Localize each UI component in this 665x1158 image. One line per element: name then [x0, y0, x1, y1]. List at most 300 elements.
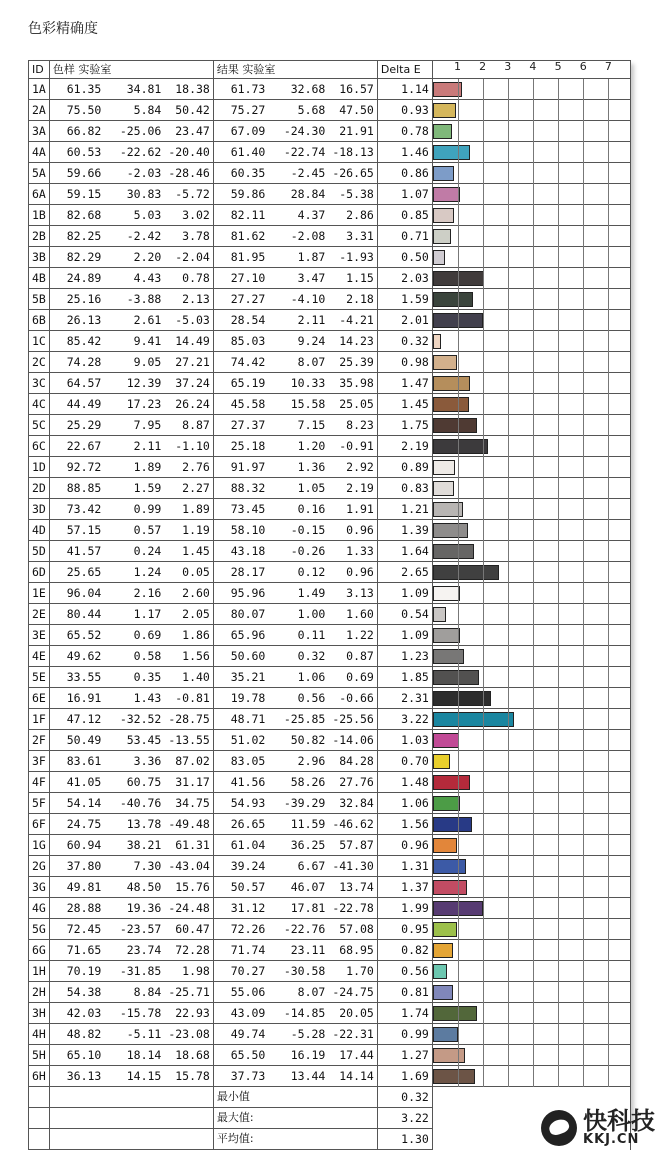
delta-e-value: 0.89 — [377, 457, 432, 478]
axis-tick-label: 4 — [529, 60, 537, 73]
gridline — [508, 79, 509, 1087]
result-b: 25.39 — [328, 352, 377, 373]
target-a: 1.24 — [104, 562, 164, 583]
header-result: 结果 实验室 — [213, 61, 377, 79]
result-a: 23.11 — [268, 940, 328, 961]
delta-e-value: 1.69 — [377, 1066, 432, 1087]
target-l: 25.29 — [49, 415, 104, 436]
target-a: 48.50 — [104, 877, 164, 898]
target-l: 54.38 — [49, 982, 104, 1003]
target-b: -0.81 — [164, 688, 213, 709]
table-row — [29, 478, 631, 499]
delta-e-value: 1.75 — [377, 415, 432, 436]
target-b: 0.05 — [164, 562, 213, 583]
result-a: 50.82 — [268, 730, 328, 751]
result-l: 82.11 — [213, 205, 268, 226]
target-b: -49.48 — [164, 814, 213, 835]
result-l: 65.50 — [213, 1045, 268, 1066]
target-a: 34.81 — [104, 79, 164, 100]
delta-e-value: 1.03 — [377, 730, 432, 751]
row-id: 3B — [29, 247, 50, 268]
bar-cell — [432, 184, 630, 205]
table-row — [29, 562, 631, 583]
delta-e-bar — [433, 1027, 458, 1042]
delta-e-bar — [433, 418, 477, 433]
bar-cell — [432, 373, 630, 394]
result-a: -39.29 — [268, 793, 328, 814]
result-b: 14.14 — [328, 1066, 377, 1087]
delta-e-bar — [433, 376, 470, 391]
bar-cell — [432, 730, 630, 751]
result-a: 36.25 — [268, 835, 328, 856]
delta-e-value: 0.98 — [377, 352, 432, 373]
target-l: 25.65 — [49, 562, 104, 583]
target-a: -5.11 — [104, 1024, 164, 1045]
result-b: 2.18 — [328, 289, 377, 310]
table-row — [29, 79, 631, 100]
target-a: 1.43 — [104, 688, 164, 709]
row-id: 5E — [29, 667, 50, 688]
row-id: 3H — [29, 1003, 50, 1024]
delta-e-bar — [433, 439, 488, 454]
result-l: 61.04 — [213, 835, 268, 856]
row-id: 4B — [29, 268, 50, 289]
target-a: -31.85 — [104, 961, 164, 982]
delta-e-value: 0.95 — [377, 919, 432, 940]
target-l: 61.35 — [49, 79, 104, 100]
bar-cell — [432, 1024, 630, 1045]
table-row — [29, 1024, 631, 1045]
delta-e-value: 0.81 — [377, 982, 432, 1003]
row-id: 6G — [29, 940, 50, 961]
target-l: 57.15 — [49, 520, 104, 541]
target-b: -5.03 — [164, 310, 213, 331]
target-a: 13.78 — [104, 814, 164, 835]
row-id: 2E — [29, 604, 50, 625]
target-a: 9.41 — [104, 331, 164, 352]
row-id: 4A — [29, 142, 50, 163]
target-b: -13.55 — [164, 730, 213, 751]
delta-e-bar — [433, 817, 472, 832]
delta-e-bar — [433, 565, 500, 580]
target-a: 1.17 — [104, 604, 164, 625]
row-id: 2C — [29, 352, 50, 373]
result-l: 61.73 — [213, 79, 268, 100]
target-b: -5.72 — [164, 184, 213, 205]
target-l: 41.05 — [49, 772, 104, 793]
target-l: 47.12 — [49, 709, 104, 730]
row-id: 6A — [29, 184, 50, 205]
row-id: 6B — [29, 310, 50, 331]
target-a: 0.24 — [104, 541, 164, 562]
result-a: -0.15 — [268, 520, 328, 541]
delta-e-bar — [433, 649, 464, 664]
row-id: 6E — [29, 688, 50, 709]
table-row — [29, 352, 631, 373]
result-b: -18.13 — [328, 142, 377, 163]
axis-tick-label: 6 — [579, 60, 587, 73]
target-b: 34.75 — [164, 793, 213, 814]
target-a: 5.84 — [104, 100, 164, 121]
delta-e-bar — [433, 481, 454, 496]
target-a: 60.75 — [104, 772, 164, 793]
target-l: 59.15 — [49, 184, 104, 205]
delta-e-value: 2.65 — [377, 562, 432, 583]
result-a: 7.15 — [268, 415, 328, 436]
delta-e-bar — [433, 670, 480, 685]
target-l: 33.55 — [49, 667, 104, 688]
result-b: -24.75 — [328, 982, 377, 1003]
row-id: 1D — [29, 457, 50, 478]
result-l: 43.18 — [213, 541, 268, 562]
result-b: -41.30 — [328, 856, 377, 877]
result-l: 27.10 — [213, 268, 268, 289]
result-b: -22.78 — [328, 898, 377, 919]
table-row — [29, 688, 631, 709]
result-b: 2.92 — [328, 457, 377, 478]
result-l: 27.37 — [213, 415, 268, 436]
result-l: 65.96 — [213, 625, 268, 646]
result-l: 73.45 — [213, 499, 268, 520]
target-a: 14.15 — [104, 1066, 164, 1087]
header-target: 色样 实验室 — [49, 61, 213, 79]
gridline — [533, 79, 534, 1087]
delta-e-value: 1.09 — [377, 625, 432, 646]
row-id: 3G — [29, 877, 50, 898]
target-b: 3.02 — [164, 205, 213, 226]
target-l: 82.29 — [49, 247, 104, 268]
result-a: 5.68 — [268, 100, 328, 121]
bar-cell — [432, 688, 630, 709]
bar-cell — [432, 247, 630, 268]
target-a: 1.89 — [104, 457, 164, 478]
result-b: -0.66 — [328, 688, 377, 709]
summary-value: 0.32 — [377, 1087, 432, 1108]
result-b: 13.74 — [328, 877, 377, 898]
target-b: -25.71 — [164, 982, 213, 1003]
watermark — [541, 1109, 655, 1146]
target-l: 60.53 — [49, 142, 104, 163]
header-id: ID — [29, 61, 50, 79]
row-id: 2B — [29, 226, 50, 247]
result-b: -5.38 — [328, 184, 377, 205]
summary-blank — [49, 1087, 213, 1108]
row-id: 4H — [29, 1024, 50, 1045]
result-b: -26.65 — [328, 163, 377, 184]
delta-e-value: 0.71 — [377, 226, 432, 247]
result-b: 35.98 — [328, 373, 377, 394]
target-l: 85.42 — [49, 331, 104, 352]
result-b: 27.76 — [328, 772, 377, 793]
table-row — [29, 961, 631, 982]
delta-e-value: 1.21 — [377, 499, 432, 520]
delta-e-value: 0.96 — [377, 835, 432, 856]
delta-e-value: 0.99 — [377, 1024, 432, 1045]
delta-e-bar — [433, 838, 457, 853]
result-a: -30.58 — [268, 961, 328, 982]
target-b: 1.19 — [164, 520, 213, 541]
result-l: 65.19 — [213, 373, 268, 394]
row-id: 5G — [29, 919, 50, 940]
target-a: 23.74 — [104, 940, 164, 961]
result-b: -0.91 — [328, 436, 377, 457]
delta-e-value: 3.22 — [377, 709, 432, 730]
result-a: 2.11 — [268, 310, 328, 331]
target-b: -28.46 — [164, 163, 213, 184]
row-id: 2F — [29, 730, 50, 751]
result-l: 80.07 — [213, 604, 268, 625]
delta-e-bar — [433, 607, 447, 622]
watermark-en: KKJ.CN — [583, 1132, 640, 1147]
target-l: 44.49 — [49, 394, 104, 415]
target-a: -3.88 — [104, 289, 164, 310]
row-id: 5F — [29, 793, 50, 814]
bar-cell — [432, 1003, 630, 1024]
result-l: 50.57 — [213, 877, 268, 898]
result-l: 50.60 — [213, 646, 268, 667]
delta-e-value: 1.23 — [377, 646, 432, 667]
delta-e-value: 1.09 — [377, 583, 432, 604]
table-row — [29, 268, 631, 289]
bar-cell — [432, 814, 630, 835]
delta-e-bar — [433, 292, 473, 307]
result-a: 1.36 — [268, 457, 328, 478]
result-a: -5.28 — [268, 1024, 328, 1045]
target-b: 1.98 — [164, 961, 213, 982]
result-l: 54.93 — [213, 793, 268, 814]
bar-cell — [432, 562, 630, 583]
bar-cell — [432, 268, 630, 289]
bar-cell — [432, 709, 630, 730]
table-row — [29, 499, 631, 520]
watermark-cn: 快科技 — [583, 1107, 655, 1135]
target-a: 2.20 — [104, 247, 164, 268]
result-b: 3.13 — [328, 583, 377, 604]
result-a: 13.44 — [268, 1066, 328, 1087]
bird-logo-icon — [541, 1110, 577, 1146]
target-l: 70.19 — [49, 961, 104, 982]
result-b: 0.96 — [328, 520, 377, 541]
target-a: 18.14 — [104, 1045, 164, 1066]
row-id: 2D — [29, 478, 50, 499]
bar-cell — [432, 499, 630, 520]
table-row — [29, 583, 631, 604]
delta-e-value: 1.45 — [377, 394, 432, 415]
target-l: 65.10 — [49, 1045, 104, 1066]
delta-e-bar — [433, 229, 451, 244]
target-l: 50.49 — [49, 730, 104, 751]
delta-e-bar — [433, 712, 514, 727]
bar-cell — [432, 982, 630, 1003]
bar-cell — [432, 667, 630, 688]
result-a: -2.08 — [268, 226, 328, 247]
table-row — [29, 877, 631, 898]
table-row — [29, 898, 631, 919]
row-id: 5D — [29, 541, 50, 562]
delta-e-bar — [433, 733, 459, 748]
result-a: 17.81 — [268, 898, 328, 919]
target-b: 23.47 — [164, 121, 213, 142]
target-a: 12.39 — [104, 373, 164, 394]
summary-label: 最大值: — [213, 1108, 377, 1129]
row-id: 1E — [29, 583, 50, 604]
result-b: -22.31 — [328, 1024, 377, 1045]
target-b: 8.87 — [164, 415, 213, 436]
delta-e-bar — [433, 628, 460, 643]
bar-cell — [432, 646, 630, 667]
bar-cell — [432, 142, 630, 163]
target-a: 0.58 — [104, 646, 164, 667]
target-a: 4.43 — [104, 268, 164, 289]
row-id: 5C — [29, 415, 50, 436]
target-l: 26.13 — [49, 310, 104, 331]
table-row — [29, 772, 631, 793]
target-a: -15.78 — [104, 1003, 164, 1024]
target-a: 7.30 — [104, 856, 164, 877]
delta-e-value: 0.78 — [377, 121, 432, 142]
result-a: 1.49 — [268, 583, 328, 604]
delta-e-value: 0.56 — [377, 961, 432, 982]
target-a: 2.61 — [104, 310, 164, 331]
delta-e-value: 2.31 — [377, 688, 432, 709]
bar-cell — [432, 940, 630, 961]
target-a: 9.05 — [104, 352, 164, 373]
result-a: 2.96 — [268, 751, 328, 772]
table-row — [29, 646, 631, 667]
result-l: 72.26 — [213, 919, 268, 940]
summary-row — [29, 1087, 631, 1108]
bar-cell — [432, 478, 630, 499]
bar-cell — [432, 625, 630, 646]
table-row — [29, 856, 631, 877]
table-row — [29, 982, 631, 1003]
target-b: 60.47 — [164, 919, 213, 940]
result-l: 37.73 — [213, 1066, 268, 1087]
summary-blank — [29, 1129, 50, 1150]
result-a: 1.06 — [268, 667, 328, 688]
summary-blank — [29, 1108, 50, 1129]
delta-e-bar — [433, 1006, 477, 1021]
target-a: 0.35 — [104, 667, 164, 688]
result-b: 1.70 — [328, 961, 377, 982]
result-a: -25.85 — [268, 709, 328, 730]
result-a: 58.26 — [268, 772, 328, 793]
row-id: 4E — [29, 646, 50, 667]
target-a: 38.21 — [104, 835, 164, 856]
table-row — [29, 394, 631, 415]
delta-e-value: 1.06 — [377, 793, 432, 814]
delta-e-bar — [433, 1069, 475, 1084]
summary-value: 1.30 — [377, 1129, 432, 1150]
delta-e-value: 0.70 — [377, 751, 432, 772]
table-row — [29, 730, 631, 751]
delta-e-bar — [433, 523, 468, 538]
bar-cell — [432, 121, 630, 142]
result-b: 57.87 — [328, 835, 377, 856]
summary-blank — [49, 1129, 213, 1150]
header-row — [29, 61, 631, 79]
delta-e-bar — [433, 964, 447, 979]
row-id: 3A — [29, 121, 50, 142]
target-b: 87.02 — [164, 751, 213, 772]
target-b: 15.78 — [164, 1066, 213, 1087]
bar-cell — [432, 772, 630, 793]
target-l: 59.66 — [49, 163, 104, 184]
row-id: 1G — [29, 835, 50, 856]
bar-cell — [432, 100, 630, 121]
result-l: 41.56 — [213, 772, 268, 793]
bar-cell — [432, 877, 630, 898]
result-b: 21.91 — [328, 121, 377, 142]
result-l: 75.27 — [213, 100, 268, 121]
result-l: 95.96 — [213, 583, 268, 604]
result-l: 85.03 — [213, 331, 268, 352]
target-b: 50.42 — [164, 100, 213, 121]
delta-e-value: 1.27 — [377, 1045, 432, 1066]
page-title: 色彩精确度 — [28, 21, 98, 37]
target-l: 49.81 — [49, 877, 104, 898]
table-row — [29, 373, 631, 394]
target-l: 65.52 — [49, 625, 104, 646]
table-body — [29, 79, 631, 1087]
result-a: 0.11 — [268, 625, 328, 646]
result-a: 15.58 — [268, 394, 328, 415]
result-l: 74.42 — [213, 352, 268, 373]
bar-cell — [432, 835, 630, 856]
delta-e-bar — [433, 880, 467, 895]
result-a: 3.47 — [268, 268, 328, 289]
result-b: 68.95 — [328, 940, 377, 961]
target-b: 0.78 — [164, 268, 213, 289]
table-row — [29, 415, 631, 436]
table-row — [29, 520, 631, 541]
target-l: 60.94 — [49, 835, 104, 856]
table-row — [29, 1066, 631, 1087]
bar-cell — [432, 310, 630, 331]
axis-tick-label: 5 — [554, 60, 562, 73]
target-b: -23.08 — [164, 1024, 213, 1045]
bar-cell — [432, 541, 630, 562]
row-id: 1F — [29, 709, 50, 730]
result-b: 1.91 — [328, 499, 377, 520]
table-row — [29, 163, 631, 184]
target-b: 2.76 — [164, 457, 213, 478]
result-a: 9.24 — [268, 331, 328, 352]
result-l: 88.32 — [213, 478, 268, 499]
result-b: 32.84 — [328, 793, 377, 814]
delta-e-value: 1.59 — [377, 289, 432, 310]
target-a: 7.95 — [104, 415, 164, 436]
table-row — [29, 625, 631, 646]
target-l: 42.03 — [49, 1003, 104, 1024]
result-a: 1.00 — [268, 604, 328, 625]
result-b: 1.15 — [328, 268, 377, 289]
delta-e-bar — [433, 208, 454, 223]
row-id: 2G — [29, 856, 50, 877]
target-l: 48.82 — [49, 1024, 104, 1045]
summary-blank — [49, 1108, 213, 1129]
delta-e-bar — [433, 124, 453, 139]
bar-cell — [432, 394, 630, 415]
result-l: 39.24 — [213, 856, 268, 877]
result-l: 58.10 — [213, 520, 268, 541]
bar-cell — [432, 583, 630, 604]
target-b: 1.89 — [164, 499, 213, 520]
delta-e-value: 0.50 — [377, 247, 432, 268]
target-a: 0.69 — [104, 625, 164, 646]
delta-e-bar — [433, 859, 466, 874]
row-id: 4G — [29, 898, 50, 919]
